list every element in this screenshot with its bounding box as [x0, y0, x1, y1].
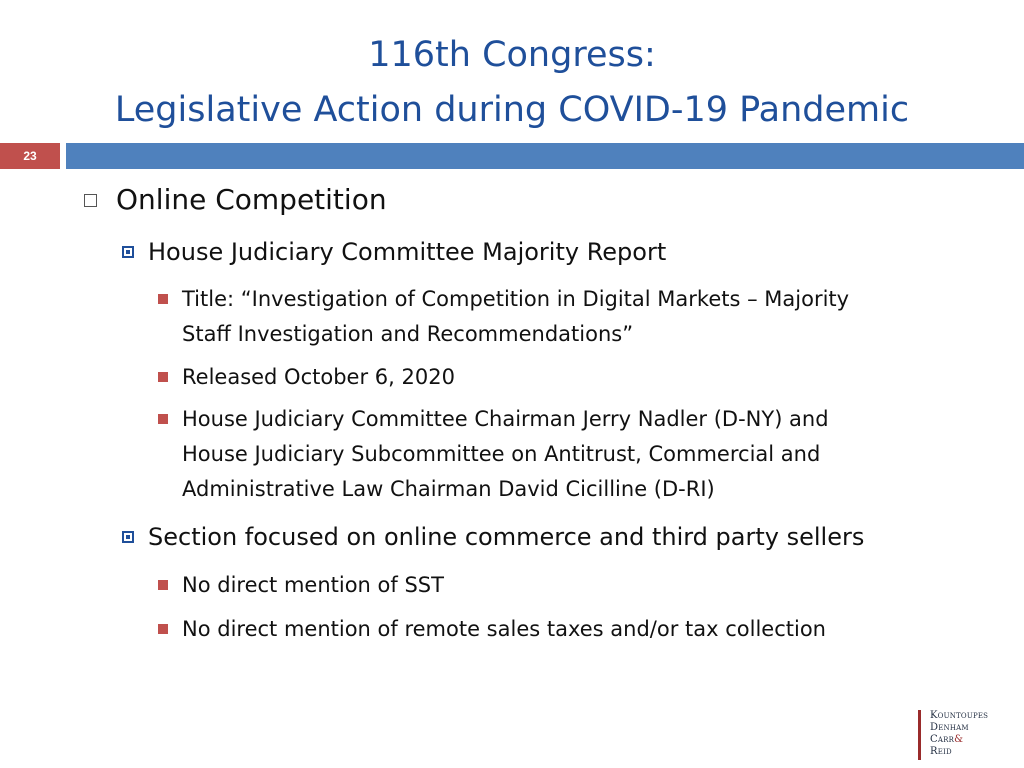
item-text: No direct mention of SST	[182, 573, 444, 597]
logo-line-1: Kountoupes	[930, 710, 989, 721]
divider-bar	[66, 143, 1024, 169]
bullet-level3-item	[158, 612, 958, 647]
framed-square-bullet-icon	[122, 531, 134, 543]
section1-label: House Judiciary Committee Majority Report	[148, 238, 667, 266]
red-square-bullet-icon	[158, 624, 168, 634]
red-square-bullet-icon	[158, 414, 168, 424]
item-text: House Judiciary Committee Chairman Jerry Nadler (D-NY) and House Judiciary Subcommittee on Antitrust, Commercial and Administrative Law Chairman David Cicilline (D-RI)	[182, 407, 829, 501]
logo-ampersand: &	[954, 734, 964, 745]
logo-rule	[918, 710, 921, 760]
bullet-level3-item	[158, 282, 958, 352]
item-text: No direct mention of remote sales taxes and/or tax collection	[182, 617, 826, 641]
section2-label: Section focused on online commerce and third party sellers	[148, 523, 865, 551]
logo-line-2: Denham	[930, 722, 969, 733]
red-square-bullet-icon	[158, 372, 168, 382]
bullet-level2-section2	[122, 519, 864, 555]
firm-logo	[918, 710, 1013, 762]
slide-number: 23	[0, 143, 60, 169]
item-text: Released October 6, 2020	[182, 365, 455, 389]
logo-text	[930, 710, 988, 762]
hollow-square-bullet-icon	[84, 194, 97, 207]
red-square-bullet-icon	[158, 580, 168, 590]
bullet-level3-item	[158, 402, 958, 507]
title-line-1: 116th Congress:	[368, 35, 656, 75]
bullet-level2-section1	[122, 234, 666, 270]
logo-line-3-text: Carr	[930, 734, 955, 745]
bullet-level1-heading	[84, 178, 387, 222]
bullet-level3-item	[158, 568, 958, 603]
red-square-bullet-icon	[158, 294, 168, 304]
logo-line-4: Reid	[930, 746, 952, 757]
heading-text: Online Competition	[116, 183, 387, 216]
slide-title	[0, 28, 1024, 138]
bullet-level3-item	[158, 360, 958, 395]
framed-square-bullet-icon	[122, 246, 134, 258]
logo-line-3	[930, 734, 988, 746]
title-line-2: Legislative Action during COVID-19 Pandemic	[114, 90, 910, 130]
item-text: Title: “Investigation of Competition in Digital Markets – Majority Staff Investigation and Recommendations”	[182, 287, 850, 346]
title-divider	[0, 143, 1024, 169]
